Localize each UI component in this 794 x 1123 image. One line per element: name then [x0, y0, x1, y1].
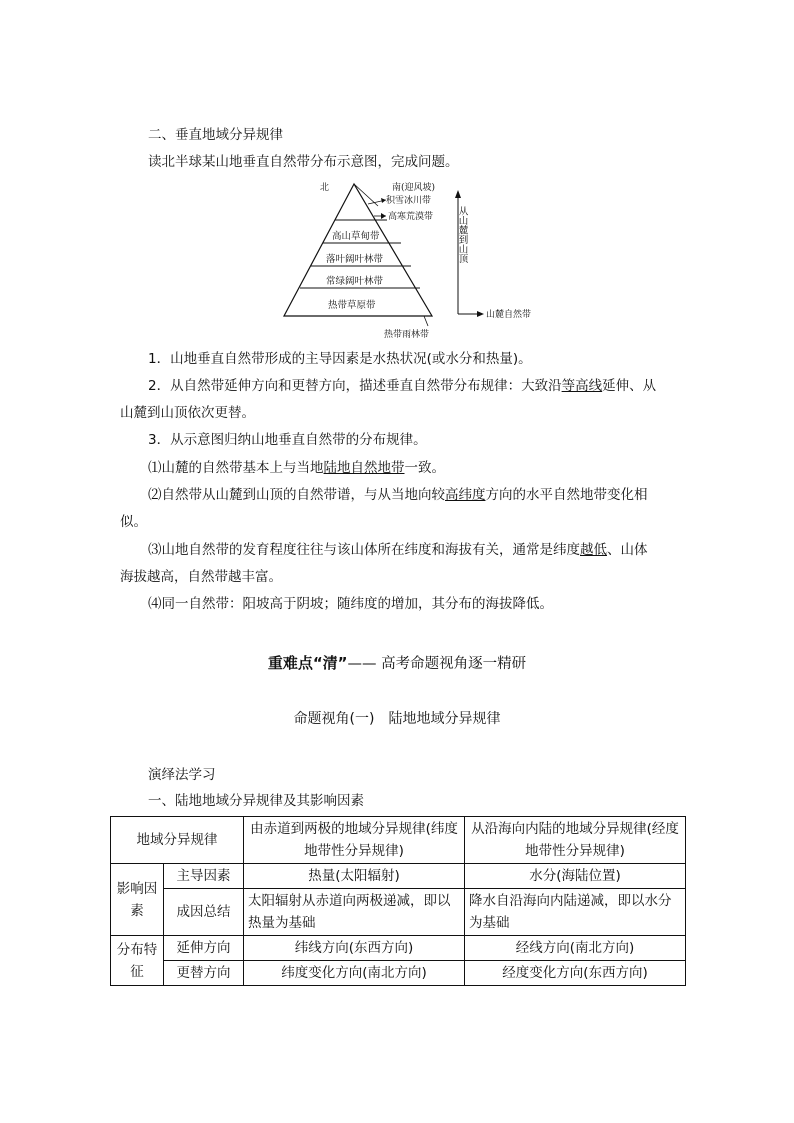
band-label-1: 积雪冰川带 — [386, 196, 432, 206]
point-1: 1．山地垂直自然带形成的主导因素是水热状况(或水分和热量)。 — [148, 351, 532, 367]
table-cell: 经线方向(南北方向) — [465, 936, 686, 961]
subpoint-2: ⑵自然带从山麓到山顶的自然带谱，与从当地向较高纬度方向的水平自然地带变化相 — [148, 487, 648, 503]
subpoint-4: ⑷同一自然带：阳坡高于阴坡；随纬度的增加，其分布的海拔降低。 — [148, 596, 553, 612]
table-row — [111, 961, 686, 986]
band-label-3: 高山草甸带 — [332, 231, 380, 242]
table-cell: 水分(海陆位置) — [465, 864, 686, 889]
base-label: 热带雨林带 — [384, 330, 430, 340]
section-title: 二、垂直地域分异规律 — [148, 127, 283, 143]
table-cell: 纬线方向(东西方向) — [244, 936, 465, 961]
table-row-label: 主导因素 — [164, 864, 244, 889]
table-group-2: 分布特征 — [111, 936, 164, 986]
point-3: 3．从示意图归纳山地垂直自然带的分布规律。 — [148, 432, 427, 448]
subpoint-3-cont: 海拔越高，自然带越丰富。 — [120, 569, 282, 585]
table-cell: 降水自沿海向内陆递减，即以水分为基础 — [465, 889, 686, 936]
table-row-label: 延伸方向 — [164, 936, 244, 961]
table-row — [111, 936, 686, 961]
table-row-label: 更替方向 — [164, 961, 244, 986]
table-row — [111, 817, 686, 864]
table-group-1: 影响因素 — [111, 864, 164, 936]
table-header-rule: 地域分异规律 — [111, 817, 244, 864]
axis-label: 从山麓到山顶 — [456, 206, 468, 263]
subpoint-3: ⑶山地自然带的发育程度往往与该山体所在纬度和海拔有关，通常是纬度越低、山体 — [148, 542, 648, 558]
method-label: 演绎法学习 — [148, 767, 216, 783]
section-intro: 读北半球某山地垂直自然带分布示意图，完成问题。 — [148, 154, 459, 170]
south-label: 南(迎风坡) — [392, 183, 436, 193]
band-label-2: 高寒荒漠带 — [388, 212, 434, 222]
table-header-col2: 从沿海向内陆的地域分异规律(经度地带性分异规律) — [465, 817, 686, 864]
point-2-cont: 山麓到山顶依次更替。 — [120, 405, 255, 421]
table-row-label: 成因总结 — [164, 889, 244, 936]
north-label: 北 — [320, 183, 330, 193]
subpoint-1: ⑴山麓的自然带基本上与当地陆地自然地带一致。 — [148, 460, 445, 476]
regularity-table — [110, 816, 686, 986]
table-cell: 经度变化方向(东西方向) — [465, 961, 686, 986]
table-row — [111, 889, 686, 936]
point-2: 2．从自然带延伸方向和更替方向，描述垂直自然带分布规律：大致沿等高线延伸、从 — [148, 378, 657, 394]
band-label-5: 常绿阔叶林带 — [326, 276, 384, 287]
axis-x-label: 山麓自然带 — [486, 310, 532, 320]
subheading: 命题视角(一) 陆地地域分异规律 — [293, 711, 501, 727]
subpoint-2-cont: 似。 — [120, 514, 147, 530]
table-cell: 太阳辐射从赤道向两极递减，即以热量为基础 — [244, 889, 465, 936]
table-cell: 热量(太阳辐射) — [244, 864, 465, 889]
table-header-col1: 由赤道到两极的地域分异规律(纬度地带性分异规律) — [244, 817, 465, 864]
key-section-heading: 重难点“清”—— 高考命题视角逐一精研 — [267, 654, 527, 672]
table-row — [111, 864, 686, 889]
table-title: 一、陆地地域分异规律及其影响因素 — [148, 793, 364, 809]
vertical-zonation-diagram — [282, 176, 544, 342]
table-cell: 纬度变化方向(南北方向) — [244, 961, 465, 986]
band-label-6: 热带草原带 — [328, 300, 376, 311]
band-label-4: 落叶阔叶林带 — [326, 254, 384, 265]
